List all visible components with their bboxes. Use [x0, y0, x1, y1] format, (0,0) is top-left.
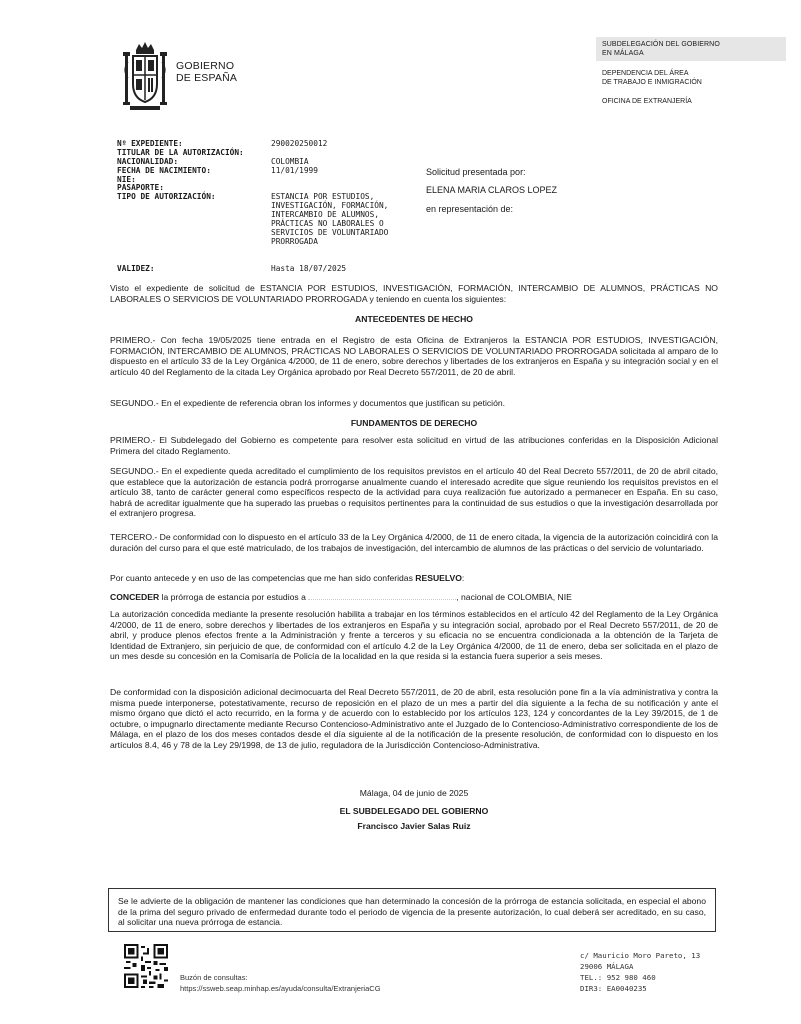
tipo-line: INTERCAMBIO DE ALUMNOS,: [271, 209, 379, 219]
coat-of-arms-icon: [122, 42, 168, 112]
conceder-a: la prórroga de estancia por estudios a: [159, 592, 309, 602]
resuelvo-post: :: [461, 573, 465, 583]
buzon-label: Buzón de consultas:: [180, 973, 248, 982]
tipo-autorizacion-lines: [271, 202, 388, 247]
tercero-derecho: TERCERO.- De conformidad con lo dispuesto en el artículo 33 de la Ley Orgánica 4/2000, de 11 de enero citada, la vigencia de la autorización coincidirá con la duración del curso para el que esté matriculado, de los trabajos de investigación, del intercambio de alumnos de las prácticas o del servicio de voluntariado.: [110, 532, 718, 553]
qr-code-icon: [124, 944, 168, 988]
expediente-label: Nº EXPEDIENTE:: [117, 139, 183, 148]
gov-line-2: DE ESPAÑA: [176, 72, 238, 84]
oficina: OFICINA DE EXTRANJERÍA: [602, 98, 692, 105]
sub-line-2: EN MÁLAGA: [602, 49, 644, 57]
expediente-label: FECHA DE NACIMIENTO:: [117, 165, 211, 175]
nombre-firmante: Francisco Javier Salas Ruiz: [357, 821, 471, 831]
office-address: [580, 950, 700, 994]
heading-fundamentos: FUNDAMENTOS DE DERECHO: [350, 418, 478, 428]
expediente-label: NIE:: [117, 174, 136, 184]
cargo-firmante: EL SUBDELEGADO DEL GOBIERNO: [339, 806, 489, 816]
heading-antecedentes: ANTECEDENTES DE HECHO: [355, 314, 473, 324]
address-city: 29006 MÁLAGA: [580, 962, 634, 971]
buzon-consultas: [180, 973, 381, 994]
expediente-value: 290020250012: [271, 139, 328, 148]
tipo-line: SERVICIOS DE VOLUNTARIADO: [271, 227, 389, 237]
primero-hecho: PRIMERO.- Con fecha 19/05/2025 tiene entrada en el Registro de esta Oficina de Extranjeros la ESTANCIA POR ESTUDIOS, INVESTIGACIÓN, FORMACIÓN, INTERCAMBIO DE ALUMNOS, PRÁCTICAS NO LABORALES O SERVICIOS DE VOLUNTARIADO PRORROGADA solicitada al amparo de lo dispuesto en el artículo 33 de la Ley Orgánica 4/2000, de 11 de enero, sobre derechos y libertades de los extranjeros en España y su integración social y en el artículo 40 del Reglamento de la citada Ley Orgánica aprobado por Real Decreto 557/2011, de 20 de abril.: [110, 335, 718, 377]
representacion: en representación de:: [426, 204, 514, 214]
tipo-line: INVESTIGACIÓN, FORMACIÓN,: [271, 201, 389, 210]
notice-box: Se le advierte de la obligación de mantener las condiciones que han determinado la concesión de la prórroga de estancia solicitada, en especial el abono de la prima del seguro privado de enfermedad durante todo el periodo de vigencia de la presente autorización, lo cual deberá ser acreditado, en su caso, al solicitar una nueva prórroga de estancia.: [108, 888, 716, 932]
address-street: c/ Mauricio Moro Pareto, 13: [580, 951, 701, 960]
expediente-value: COLOMBIA: [271, 156, 309, 166]
expediente-value: ESTANCIA POR ESTUDIOS,: [271, 192, 375, 202]
tipo-line: PRÁCTICAS NO LABORALES O: [271, 218, 384, 228]
subdelegacion-box: [596, 37, 786, 61]
segundo-derecho: SEGUNDO.- En el expediente queda acreditado el cumplimiento de los requisitos previstos en el artículo 40 del Real Decreto 557/2011, de 20 de abril citado, que establece que la autorización de estancia podrá prorrogarse anualmente cuando el interesado acredite que sigue reuniendo los requisitos previstos en el artículo 38, tanto de carácter general como específicos respecto de la actividad para cuya realización fue autorizado a permanecer en España. En su caso, habrá de acreditar igualmente que ha superado las pruebas o requisitos pertinentes para la continuidad de sus estudios o que la investigación desarrollada por el extranjero progresa.: [110, 466, 718, 519]
recurso-paragraph: De conformidad con la disposición adicional decimocuarta del Real Decreto 557/2011, de 20 de abril, esta resolución pone fin a la vía administrativa y contra la misma puede interponerse, potestativamente, recurso de reposición en el plazo de un mes a partir del día siguiente a la fecha de su notificación y ante el mismo órgano que dictó el acto recurrido, en la forma y de acuerdo con lo establecido por los artículos 123, 124 y concordantes de la Ley 39/2015, de 1 de octubre, o impugnarlo directamente mediante Recurso Contencioso-Administrativo ante el Juzgado de lo Contencioso-Administrativo correspondiente de los de Málaga, en el plazo de los dos meses contados desde el día siguiente al de la notificación de la presente resolución, de conformidad con lo dispuesto en los artículos 8.4, 46 y 78 de la Ley 29/1998, de 13 de julio, reguladora de la Jurisdicción Contencioso-Administrativa.: [110, 687, 718, 750]
intro-paragraph: Visto el expediente de solicitud de ESTANCIA POR ESTUDIOS, INVESTIGACIÓN, FORMACIÓN, INTERCAMBIO DE ALUMNOS, PRÁCTICAS NO LABORALES O SERVICIOS DE VOLUNTARIADO PRORROGADA y teniendo en cuenta los siguientes:: [110, 283, 718, 304]
autorizacion-paragraph: La autorización concedida mediante la presente resolución habilita a trabajar en los términos establecidos en el artículo 42 del Reglamento de la Ley Orgánica 4/2000, de 11 de enero, sobre derechos y libertades de los extranjeros en España y su integración social, aprobado por el Real Decreto 557/2011, de 20 de abril, y produce plenos efectos frente a la Administración y frente a terceros y su eficacia no se encuentra condicionada a la obtención de la Tarjeta de Identidad de Extranjero, sin perjuicio de que, de conformidad con el artículo 4.2 de la Ley Orgánica 4/2000, de 11 de enero, deba ser solicitada en el plazo de un mes desde su concesión en la Comisaría de Policía de la localidad en la que resida si la estancia fuera superior a seis meses.: [110, 609, 718, 662]
government-logo-text: [176, 60, 237, 84]
fecha-lugar: Málaga, 04 de junio de 2025: [359, 788, 469, 798]
expediente-label: TIPO DE AUTORIZACIÓN:: [117, 192, 216, 202]
validez-label: VALIDEZ:: [117, 264, 155, 273]
expediente-label: NACIONALIDAD:: [117, 156, 179, 166]
segundo-hecho: SEGUNDO.- En el expediente de referencia obran los informes y documentos que justifican su petición.: [110, 398, 506, 408]
tipo-line: PRORROGADA: [271, 236, 318, 246]
solicitante-nombre: ELENA MARIA CLAROS LOPEZ: [426, 185, 558, 195]
dep-line-1: DEPENDENCIA DEL ÁREA: [602, 70, 689, 77]
gov-line-1: GOBIERNO: [176, 60, 235, 72]
expediente-row: [117, 192, 375, 202]
validez-value: Hasta 18/07/2025: [271, 264, 347, 273]
expediente-label: PASAPORTE:: [117, 183, 164, 193]
resuelvo-pre: Por cuanto antecede y en uso de las competencias que me han sido conferidas: [110, 573, 416, 583]
conceder-line: [110, 592, 718, 603]
expediente-value: 11/01/1999: [271, 165, 318, 175]
resuelvo-bold: RESUELVO: [415, 573, 462, 583]
dep-line-2: DE TRABAJO E INMIGRACIÓN: [602, 79, 702, 86]
resuelvo-line: [110, 573, 718, 584]
expediente-label: TITULAR DE LA AUTORIZACIÓN:: [117, 147, 244, 157]
sub-line-1: SUBDELEGACIÓN DEL GOBIERNO: [602, 41, 720, 48]
redacted-name: [308, 592, 456, 600]
conceder-b: , nacional de COLOMBIA, NIE: [456, 592, 572, 602]
solicitud-presentada: Solicitud presentada por:: [426, 167, 526, 177]
buzon-url[interactable]: https://ssweb.seap.minhap.es/ayuda/consulta/ExtranjeriaCG: [180, 983, 381, 993]
address-phone: TEL.: 952 980 460: [580, 973, 656, 982]
expediente-row: [117, 165, 318, 176]
address-dir3: DIR3: EA0040235: [580, 984, 647, 993]
dependencia: [602, 69, 702, 87]
expediente-block: [117, 139, 375, 202]
primero-derecho: PRIMERO.- El Subdelegado del Gobierno es competente para resolver esta solicitud en virtud de las atribuciones conferidas en la Disposición Adicional Primera del citado Reglamento.: [110, 435, 718, 456]
conceder-bold: CONCEDER: [110, 592, 160, 602]
